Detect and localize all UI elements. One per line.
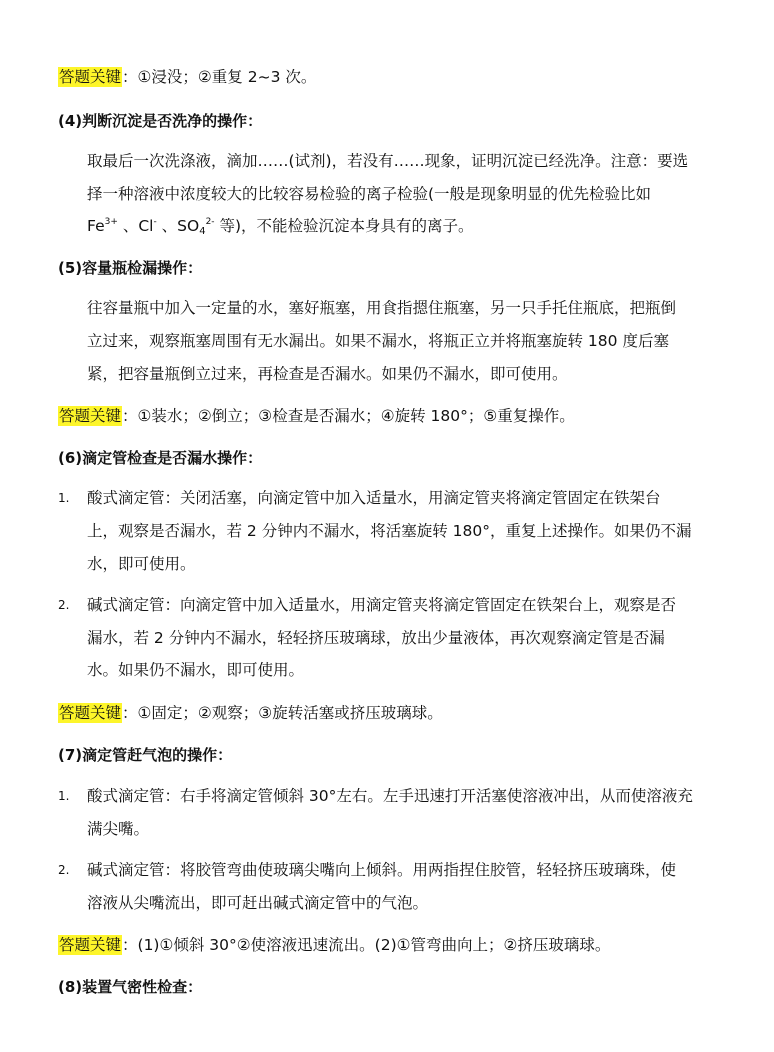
list-item-line: 碱式滴定管：将胶管弯曲使玻璃尖嘴向上倾斜。用两指捏住胶管，轻轻挤压玻璃珠，使 (87, 861, 677, 879)
paragraph-line: 往容量瓶中加入一定量的水，塞好瓶塞，用食指摁住瓶塞，另一只手托住瓶底，把瓶倒 (87, 299, 677, 317)
list-item-line: 酸式滴定管：关闭活塞，向滴定管中加入适量水，用滴定管夹将滴定管固定在铁架台 (87, 489, 661, 507)
ion-so4-charge: 2- (205, 217, 215, 227)
paragraph-line: 择一种溶液中浓度较大的比较容易检验的离子检验(一般是现象明显的优先检验比如 (87, 185, 652, 203)
list-item-line: 漏水，若 2 分钟内不漏水，轻轻挤压玻璃球，放出少量液体，再次观察滴定管是否漏 (87, 629, 665, 647)
list-item-line: 碱式滴定管：向滴定管中加入适量水，用滴定管夹将滴定管固定在铁架台上，观察是否 (87, 596, 677, 614)
ion-so4-subscript: 4 (199, 226, 206, 237)
list-item-line: 上，观察是否漏水，若 2 分钟内不漏水，将活塞旋转 180°，重复上述操作。如果仍不漏 (87, 522, 692, 540)
ion-fe: Fe (87, 217, 105, 235)
answer-key-text: ：①固定；②观察；③旋转活塞或挤压玻璃球。 (122, 704, 443, 722)
list-item-line: 溶液从尖嘴流出，即可赶出碱式滴定管中的气泡。 (87, 894, 429, 912)
list-item-line: 水，即可使用。 (87, 555, 196, 573)
ion-cl-charge: - (153, 217, 157, 227)
list-number: 1. (58, 789, 70, 803)
paragraph-line: 取最后一次洗涤液，滴加……(试剂)，若没有……现象，证明沉淀已经洗净。注意：要选 (87, 152, 689, 170)
heading-s4: (4)判断沉淀是否洗净的操作： (58, 112, 263, 130)
answer-key-s5 (58, 406, 575, 426)
heading-s7: (7)滴定管赶气泡的操作： (58, 746, 233, 764)
paragraph-line: 紧，把容量瓶倒立过来，再检查是否漏水。如果仍不漏水，即可使用。 (87, 365, 568, 383)
answer-key-text: ：(1)①倾斜 30°②使溶液迅速流出。(2)①管弯曲向上；②挤压玻璃球。 (122, 936, 611, 954)
list-item-line: 水。如果仍不漏水，即可使用。 (87, 661, 305, 679)
list-number: 2. (58, 598, 70, 612)
answer-key-label: 答题关键 (59, 68, 122, 86)
answer-key-text: ：①装水；②倒立；③检查是否漏水；④旋转 180°；⑤重复操作。 (122, 407, 575, 425)
paragraph-text: 等)，不能检验沉淀本身具有的离子。 (219, 217, 474, 235)
paragraph-line: 立过来，观察瓶塞周围有无水漏出。如果不漏水，将瓶正立并将瓶塞旋转 180 度后塞 (87, 332, 669, 350)
answer-key-s6 (58, 703, 443, 723)
answer-key-s7 (58, 935, 610, 955)
ion-so4: 、SO (161, 217, 200, 235)
answer-key-text: ：①浸没；②重复 2~3 次。 (122, 68, 317, 86)
answer-key-label: 答题关键 (59, 407, 122, 425)
heading-s8: (8)装置气密性检查： (58, 978, 203, 996)
answer-key-label: 答题关键 (59, 936, 122, 954)
heading-s5: (5)容量瓶检漏操作： (58, 259, 203, 277)
list-item-line: 满尖嘴。 (87, 820, 150, 838)
paragraph-line-ions (87, 216, 474, 236)
answer-key-s3 (58, 67, 316, 87)
heading-s6: (6)滴定管检查是否漏水操作： (58, 449, 263, 467)
ion-cl: 、Cl (122, 217, 154, 235)
list-number: 1. (58, 491, 70, 505)
list-number: 2. (58, 863, 70, 877)
ion-fe-charge: 3+ (104, 217, 118, 227)
list-item-line: 酸式滴定管：右手将滴定管倾斜 30°左右。左手迅速打开活塞使溶液冲出，从而使溶液充 (87, 787, 693, 805)
answer-key-label: 答题关键 (59, 704, 122, 722)
